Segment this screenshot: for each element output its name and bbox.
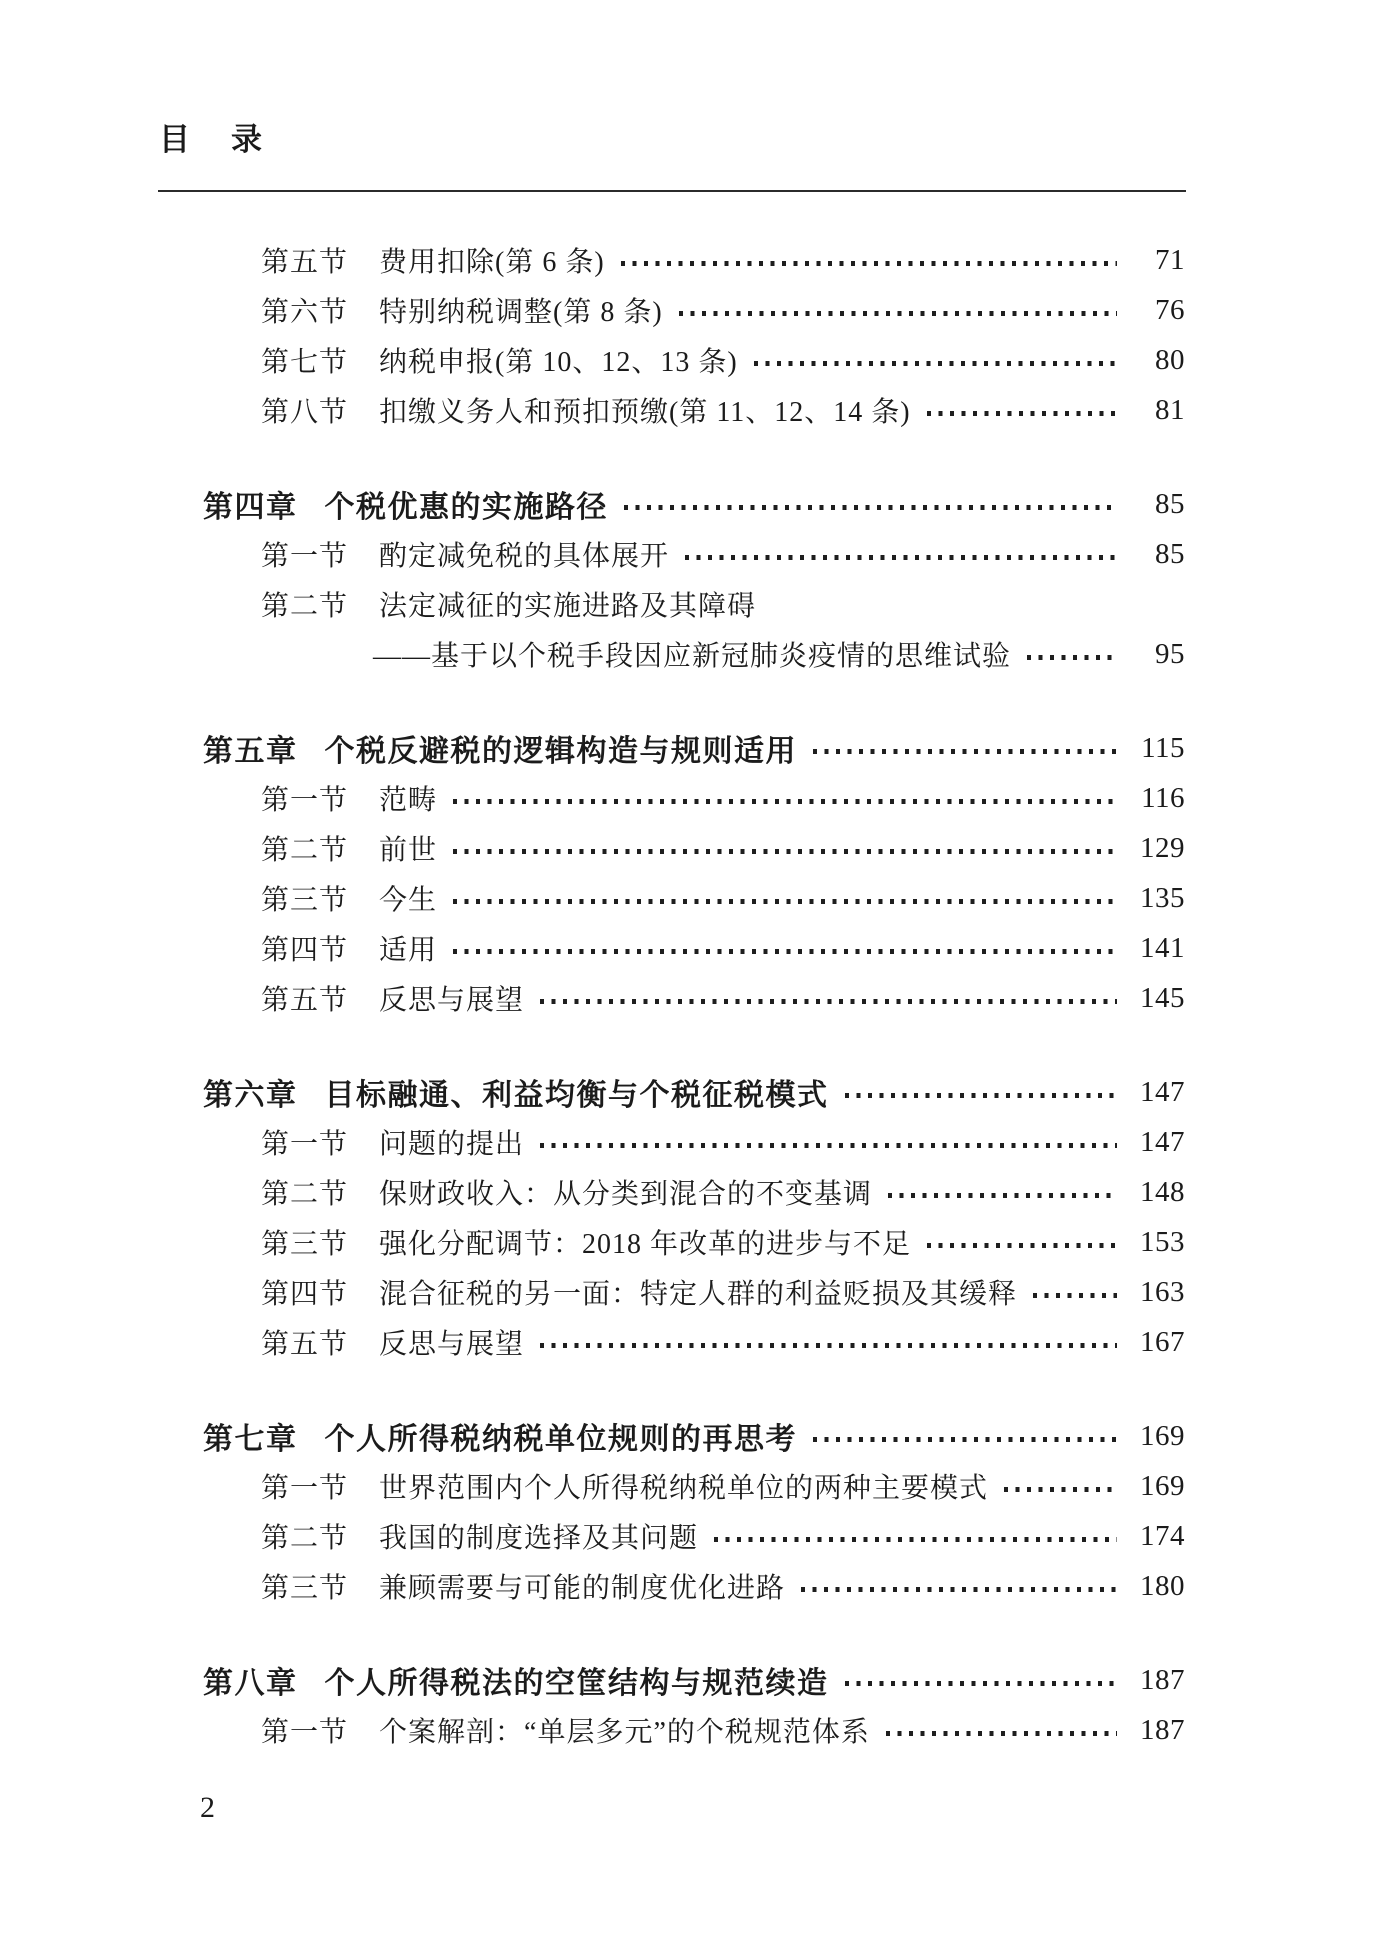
dot-leader bbox=[714, 1537, 1117, 1542]
toc-entry-page: 169 bbox=[1140, 1419, 1185, 1452]
dot-leader bbox=[754, 361, 1117, 366]
dot-leader bbox=[453, 899, 1117, 904]
toc-entry-page: 169 bbox=[1140, 1469, 1185, 1502]
toc-entry-page: 85 bbox=[1155, 537, 1185, 570]
toc-entry-title: 个税优惠的实施路径 bbox=[324, 491, 608, 524]
toc-entry bbox=[203, 1561, 1185, 1611]
toc-entry-title: 反思与展望 bbox=[379, 985, 525, 1016]
toc-entry-label: 第五节 bbox=[261, 1329, 349, 1360]
toc-entry-label: 第八节 bbox=[261, 397, 349, 428]
dot-leader bbox=[1027, 655, 1117, 660]
toc-entry-page: 167 bbox=[1140, 1325, 1185, 1358]
toc-entry bbox=[203, 385, 1185, 435]
toc-entry bbox=[203, 1655, 1185, 1705]
header-rule bbox=[158, 190, 1186, 192]
dot-leader bbox=[845, 1681, 1118, 1686]
toc-entry-title: ——基于以个税手段因应新冠肺炎疫情的思维试验 bbox=[373, 641, 1012, 672]
toc-entry-page: 187 bbox=[1140, 1663, 1185, 1696]
dot-leader bbox=[540, 1343, 1117, 1348]
dot-leader bbox=[685, 555, 1117, 560]
toc-entry bbox=[203, 529, 1185, 579]
toc-entry bbox=[203, 873, 1185, 923]
toc-entry-page: 187 bbox=[1140, 1713, 1185, 1746]
toc-entry bbox=[203, 1511, 1185, 1561]
dot-leader bbox=[453, 849, 1117, 854]
toc-entry-page: 116 bbox=[1141, 781, 1185, 814]
toc-entry bbox=[203, 923, 1185, 973]
toc-entry-label: 第三节 bbox=[261, 885, 349, 916]
toc-entry-page: 76 bbox=[1155, 293, 1185, 326]
dot-leader bbox=[813, 749, 1117, 754]
toc-entry bbox=[203, 1267, 1185, 1317]
toc-entry-page: 115 bbox=[1141, 731, 1185, 764]
toc-entry-title: 目标融通、利益均衡与个税征税模式 bbox=[324, 1079, 829, 1112]
toc-entry-page: 80 bbox=[1155, 343, 1185, 376]
toc-entry bbox=[203, 1217, 1185, 1267]
toc-entry bbox=[203, 1117, 1185, 1167]
toc-entry-title: 我国的制度选择及其问题 bbox=[379, 1523, 699, 1554]
toc-entry-title: 纳税申报(第 10、12、13 条) bbox=[379, 347, 738, 378]
toc-entry-label: 第一节 bbox=[261, 1473, 349, 1504]
toc-entry-label: 第五节 bbox=[261, 985, 349, 1016]
toc-entry-title: 兼顾需要与可能的制度优化进路 bbox=[379, 1573, 786, 1604]
toc-entry-page: 147 bbox=[1140, 1075, 1185, 1108]
dot-leader bbox=[453, 799, 1117, 804]
toc-entry-page: 153 bbox=[1140, 1225, 1185, 1258]
toc-entry-label: 第八章 bbox=[203, 1667, 298, 1700]
toc-entry-page: 95 bbox=[1155, 637, 1185, 670]
toc-entry-title: 特别纳税调整(第 8 条) bbox=[379, 297, 663, 328]
toc-entry bbox=[203, 1411, 1185, 1461]
toc-entry-page: 141 bbox=[1140, 931, 1185, 964]
dot-leader bbox=[453, 949, 1117, 954]
toc-entry-title: 个案解剖：“单层多元”的个税规范体系 bbox=[379, 1717, 870, 1748]
toc-entry-title: 保财政收入：从分类到混合的不变基调 bbox=[379, 1179, 873, 1210]
toc-entry-title: 强化分配调节：2018 年改革的进步与不足 bbox=[379, 1229, 912, 1260]
toc-entry bbox=[203, 1705, 1185, 1755]
toc-entry-title: 问题的提出 bbox=[379, 1129, 525, 1160]
toc-entry-label: 第二节 bbox=[261, 591, 349, 622]
toc-entry-title: 混合征税的另一面：特定人群的利益贬损及其缓释 bbox=[379, 1279, 1018, 1310]
dot-leader bbox=[845, 1093, 1118, 1098]
toc-entry bbox=[203, 479, 1185, 529]
toc-entry-page: 81 bbox=[1155, 393, 1185, 426]
toc-entry bbox=[203, 285, 1185, 335]
toc-entry-label: 第一节 bbox=[261, 785, 349, 816]
toc-entry-page: 135 bbox=[1140, 881, 1185, 914]
toc-entry-label: 第一节 bbox=[261, 541, 349, 572]
toc-entry bbox=[203, 1461, 1185, 1511]
toc-list bbox=[203, 235, 1185, 1755]
toc-entry-page: 129 bbox=[1140, 831, 1185, 864]
toc-entry-label: 第二节 bbox=[261, 835, 349, 866]
toc-entry bbox=[203, 773, 1185, 823]
dot-leader bbox=[624, 505, 1117, 510]
toc-entry-page: 71 bbox=[1155, 243, 1185, 276]
toc-entry bbox=[203, 579, 1185, 629]
toc-entry bbox=[203, 1067, 1185, 1117]
dot-leader bbox=[679, 311, 1117, 316]
dot-leader bbox=[888, 1193, 1117, 1198]
toc-entry-label: 第六章 bbox=[203, 1079, 298, 1112]
page-title: 目 录 bbox=[159, 122, 267, 157]
toc-entry-page: 145 bbox=[1140, 981, 1185, 1014]
toc-entry bbox=[203, 823, 1185, 873]
dot-leader bbox=[1033, 1293, 1117, 1298]
toc-entry-title: 个人所得税法的空筐结构与规范续造 bbox=[324, 1667, 829, 1700]
toc-entry-label: 第七节 bbox=[261, 347, 349, 378]
toc-entry-label: 第七章 bbox=[203, 1423, 298, 1456]
toc-entry-label: 第五章 bbox=[203, 735, 298, 768]
dot-leader bbox=[801, 1587, 1117, 1592]
dot-leader bbox=[813, 1437, 1117, 1442]
toc-entry-title: 个税反避税的逻辑构造与规则适用 bbox=[324, 735, 797, 768]
toc-entry-label: 第四章 bbox=[203, 491, 298, 524]
toc-entry-title: 酌定减免税的具体展开 bbox=[379, 541, 670, 572]
toc-entry-label: 第三节 bbox=[261, 1229, 349, 1260]
toc-entry-label: 第一节 bbox=[261, 1717, 349, 1748]
page-number: 2 bbox=[200, 1791, 215, 1824]
toc-entry-label: 第三节 bbox=[261, 1573, 349, 1604]
toc-entry-page: 180 bbox=[1140, 1569, 1185, 1602]
toc-entry-title: 费用扣除(第 6 条) bbox=[379, 247, 605, 278]
toc-entry-page: 163 bbox=[1140, 1275, 1185, 1308]
toc-entry-page: 85 bbox=[1155, 487, 1185, 520]
toc-entry-title: 世界范围内个人所得税纳税单位的两种主要模式 bbox=[379, 1473, 989, 1504]
toc-entry-label: 第五节 bbox=[261, 247, 349, 278]
toc-entry bbox=[203, 335, 1185, 385]
toc-entry bbox=[203, 235, 1185, 285]
toc-entry-title: 扣缴义务人和预扣预缴(第 11、12、14 条) bbox=[379, 397, 911, 428]
toc-entry-title: 今生 bbox=[379, 885, 438, 916]
dot-leader bbox=[540, 1143, 1117, 1148]
dot-leader bbox=[927, 411, 1117, 416]
toc-entry-label: 第四节 bbox=[261, 1279, 349, 1310]
toc-entry-label: 第二节 bbox=[261, 1179, 349, 1210]
toc-entry-title: 前世 bbox=[379, 835, 438, 866]
toc-entry-title: 法定减征的实施进路及其障碍 bbox=[379, 591, 757, 622]
dot-leader bbox=[927, 1243, 1117, 1248]
toc-entry bbox=[203, 1167, 1185, 1217]
toc-entry-title: 个人所得税纳税单位规则的再思考 bbox=[324, 1423, 797, 1456]
dot-leader bbox=[886, 1731, 1117, 1736]
toc-entry-title: 反思与展望 bbox=[379, 1329, 525, 1360]
dot-leader bbox=[540, 999, 1117, 1004]
toc-entry-label: 第一节 bbox=[261, 1129, 349, 1160]
toc-entry-label: 第二节 bbox=[261, 1523, 349, 1554]
toc-entry-page: 147 bbox=[1140, 1125, 1185, 1158]
toc-entry bbox=[203, 723, 1185, 773]
dot-leader bbox=[621, 261, 1117, 266]
toc-entry bbox=[203, 973, 1185, 1023]
toc-entry bbox=[203, 629, 1185, 679]
toc-entry-title: 适用 bbox=[379, 935, 438, 966]
toc-entry-page: 174 bbox=[1140, 1519, 1185, 1552]
toc-entry-label: 第四节 bbox=[261, 935, 349, 966]
toc-entry bbox=[203, 1317, 1185, 1367]
toc-entry-label: 第六节 bbox=[261, 297, 349, 328]
toc-entry-title: 范畴 bbox=[379, 785, 438, 816]
toc-entry-page: 148 bbox=[1140, 1175, 1185, 1208]
dot-leader bbox=[1004, 1487, 1117, 1492]
